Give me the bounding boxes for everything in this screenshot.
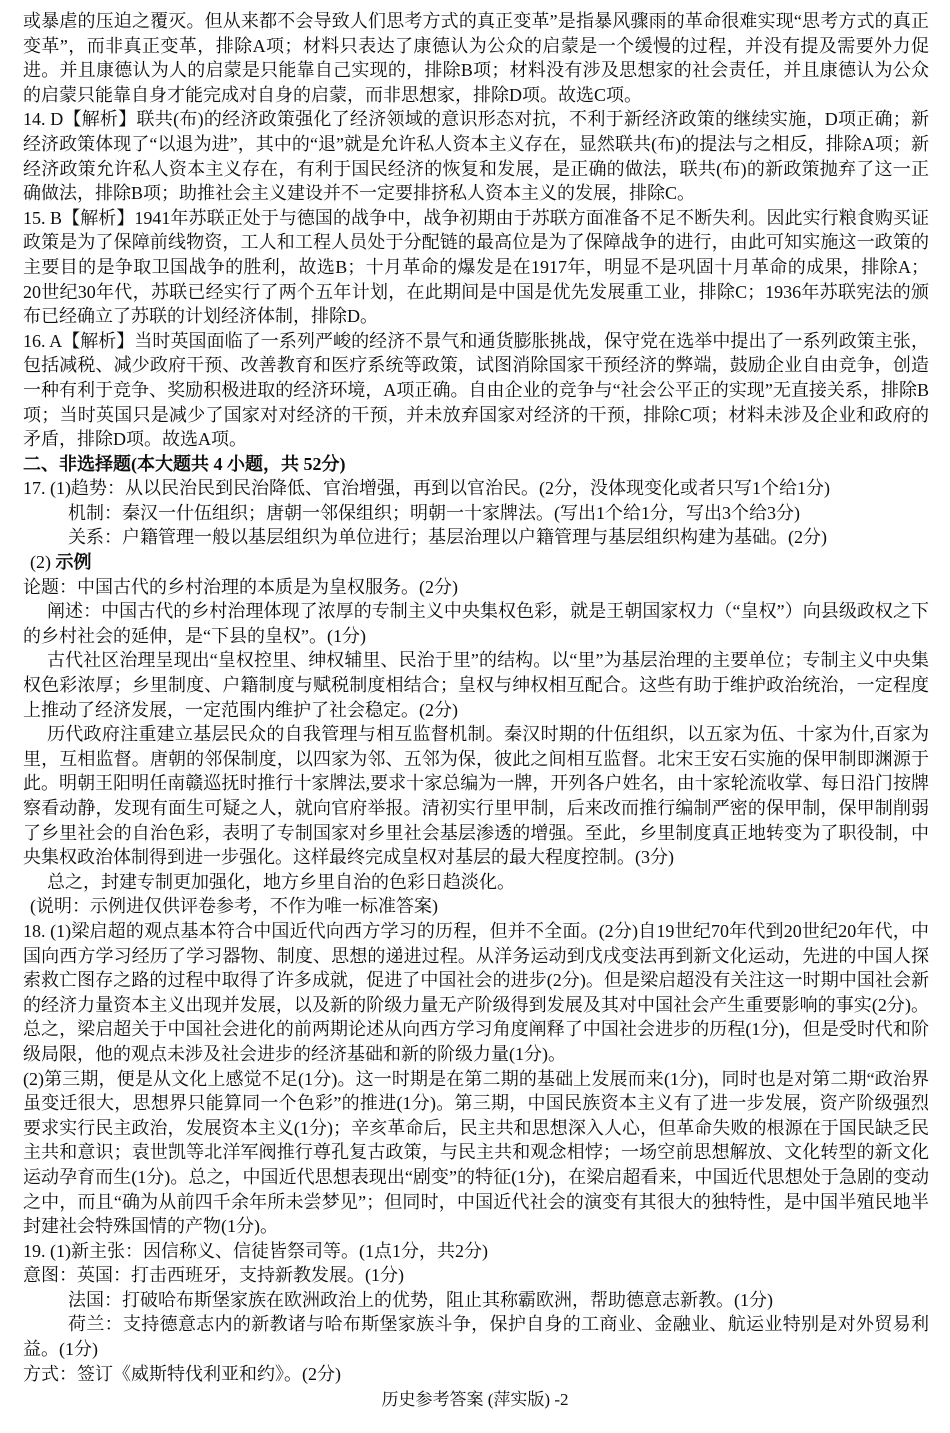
answer-17-1-trend: 17. (1)趋势：从以民治民到民治降低、官治增强，再到以官治民。(2分，没体现变化或者只写1个给1分) bbox=[23, 478, 830, 499]
answer-17-2-thesis: 论题：中国古代的乡村治理的本质是为皇权服务。(2分) bbox=[23, 576, 458, 597]
answer-16: 16. A【解析】当时英国面临了一系列严峻的经济不景气和通货膨胀挑战，保守党在选举中提出了一系列政策主张，包括减税、减少政府干预、改善教育和医疗系统等政策，试图消除国家干预经济的弊端，鼓励企业自由竞争，创造一种有利于竞争、奖励积极进取的经济环境，A项正确。自由企业的竞争与“社会公平正的实现”无直接关系，排除B项；当时英国只是减少了国家对对经济的干预，并未放弃国家对经济的干预，排除C项；材料未涉及企业和政府的矛盾，排除D项。故选A项。 bbox=[23, 330, 929, 450]
answer-19-intent-britain: 意图：英国：打击西班牙，支持新教发展。(1分) bbox=[23, 1265, 404, 1286]
answer-17-2-note: (说明：示例进仅供评卷参考，不作为唯一标准答案) bbox=[30, 896, 438, 917]
answer-15: 15. B【解析】1941年苏联正处于与德国的战争中，战争初期由于苏联方面准备不足不断失利。因此实行粮食购买证政策是为了保障前线物资，工人和工程人员处于分配链的最高位是为了保障战争的进行，由此可知实施这一政策的主要目的是争取卫国战争的胜利，故选B；十月革命的爆发是在1917年，明显不是巩固十月革命的成果，排除A；20世纪30年代，苏联已经实行了两个五年计划，在此期间是中国是优先发展重工业，排除C；1936年苏联宪法的颁布已经确立了苏联的计划经济体制，排除D。 bbox=[23, 207, 929, 327]
answer-19-intent-netherlands: 荷兰：支持德意志内的新教诸与哈布斯堡家族斗争，保护自身的工商业、金融业、航运业特别是对外贸易利益。(1分) bbox=[23, 1314, 929, 1360]
answer-19-method: 方式：签订《威斯特伐利亚和约》。(2分) bbox=[23, 1363, 341, 1384]
page-footer: 历史参考答案 (萍实版) -2 bbox=[381, 1390, 569, 1409]
answer-14: 14. D【解析】联共(布)的经济政策强化了经济领域的意识形态对抗，不利于新经济政策的继续实施，D项正确；新经济政策体现了“以退为进”，其中的“退”就是允许私人资本主义存在，显然联共(布)的提法与之相反，排除A项；新经济政策允许私人资本主义存在，有利于国民经济的恢复和发展，是正确的做法，联共(布)的新政策抛弃了这一正确做法，排除B项；助推社会主义建设并不一定要排挤私人资本主义的发展，排除C。 bbox=[23, 109, 929, 204]
document-body bbox=[23, 9, 929, 1386]
answer-17-2-conclusion: 总之，封建专制更加强化，地方乡里自治的色彩日趋淡化。 bbox=[47, 871, 515, 892]
answer-17-1-mechanism: 机制：秦汉一什伍组织；唐朝一邻保组织；明朝一十家牌法。(写出1个给1分，写出3个给3分) bbox=[68, 502, 800, 523]
answer-17-2-exposition: 阐述：中国古代的乡村治理体现了浓厚的专制主义中央集权色彩，就是王朝国家权力（“皇权”）向县级政权之下的乡村社会的延伸，是“下县的皇权”。(1分) bbox=[23, 601, 929, 646]
answer-13-continuation: 或暴虐的压迫之覆灭。但从来都不会导致人们思考方式的真正变革”是指暴风骤雨的革命很难实现“思考方式的真正变革”，而非真正变革，排除A项；材料只表达了康德认为公众的启蒙是一个缓慢的过程，并没有提及需要外力促进。并且康德认为人的启蒙是只能靠自己实现的，排除B项；材料没有涉及思想家的社会责任，并且康德认为公众的启蒙只能靠自身才能完成对自身的启蒙，而非思想家，排除D项。故选C项。 bbox=[23, 11, 929, 105]
text-segment: (2) bbox=[30, 552, 56, 573]
answer-17-2-structure: 古代社区治理呈现出“皇权控里、绅权辅里、民治于里”的结构。以“里”为基层治理的主要单位；专制主义中央集权色彩浓厚；乡里制度、户籍制度与赋税制度相结合；皇权与绅权相互配合。这些有助于维护政治统治，一定程度上推动了经济发展，一定范围内维护了社会稳定。(2分) bbox=[23, 650, 929, 720]
answer-17-1-relation: 关系：户籍管理一般以基层组织为单位进行；基层治理以户籍管理与基层组织构建为基础。(2分) bbox=[68, 527, 827, 548]
text-segment: 示例 bbox=[55, 552, 92, 573]
answer-19-1: 19. (1)新主张：因信称义、信徒皆祭司等。(1点1分，共2分) bbox=[23, 1240, 488, 1261]
section-2-header: 二、非选择题(本大题共 4 小题，共 52分) bbox=[23, 453, 346, 474]
answer-19-intent-france: 法国：打破哈布斯堡家族在欧洲政治上的优势，阻止其称霸欧洲，帮助德意志新教。(1分) bbox=[68, 1289, 773, 1310]
answer-17-2-history: 历代政府注重建立基层民众的自我管理与相互监督机制。秦汉时期的什伍组织，以五家为伍、十家为什,百家为里，互相监督。唐朝的邻保制度，以四家为邻、五邻为保，彼此之间相互监督。北宋王安石实施的保甲制即渊源于此。明朝王阳明任南赣巡抚时推行十家牌法,要求十家总编为一牌，开列各户姓名，由十家轮流收掌、每日沿门按牌察看动静，发现有面生可疑之人，就向官府举报。清初实行里甲制，后来改而推行编制严密的保甲制，保甲制削弱了乡里社会的自治色彩，表明了专制国家对乡里社会基层渗透的增强。至此，乡里制度真正地转变为了职役制，中央集权政治体制得到进一步强化。这样最终完成皇权对基层的最大程度控制。(3分) bbox=[23, 724, 929, 868]
answer-18-1: 18. (1)梁启超的观点基本符合中国近代向西方学习的历程，但并不全面。(2分)自19世纪70年代到20世纪20年代，中国向西方学习经历了学习器物、制度、思想的递进过程。从洋务运动到戊戌变法再到新文化运动，先进的中国人探索救亡图存之路的过程中取得了许多成就，促进了中国社会的进步(2分)。但是梁启超没有关注这一时期中国社会新的经济力量资本主义出现并发展，以及新的阶级力量无产阶级得到发展及其对中国社会产生重要影响的事实(2分)。总之，梁启超关于中国社会进化的前两期论述从向西方学习角度阐释了中国社会进步的历程(1分)，但是受时代和阶级局限，他的观点未涉及社会进步的经济基础和新的阶级力量(1分)。 bbox=[23, 920, 929, 1064]
answer-17-2-label bbox=[23, 550, 929, 575]
answer-18-2: (2)第三期，便是从文化上感觉不足(1分)。这一时期是在第二期的基础上发展而来(1分)，同时也是对第二期“政治界虽变迁很大，思想界只能算同一个色彩”的推进(1分)。第三期，中国民族资本主义有了进一步发展，资产阶级强烈要求实行民主政治，发展资本主义(1分)；辛亥革命后，民主共和思想深入人心，但革命失败的根源在于国民缺乏民主共和意识；袁世凯等北洋军阀推行尊孔复古政策，与民主共和观念相悖；一场空前思想解放、文化转型的新文化运动孕育而生(1分)。总之，中国近代思想表现出“剧变”的特征(1分)，在梁启超看来，中国近代思想处于急剧的变动之中，而且“确为从前四千余年所未尝梦见”；但同时，中国近代社会的演变有其很大的独特性，是中国半殖民地半封建社会特殊国情的产物(1分)。 bbox=[23, 1068, 929, 1237]
